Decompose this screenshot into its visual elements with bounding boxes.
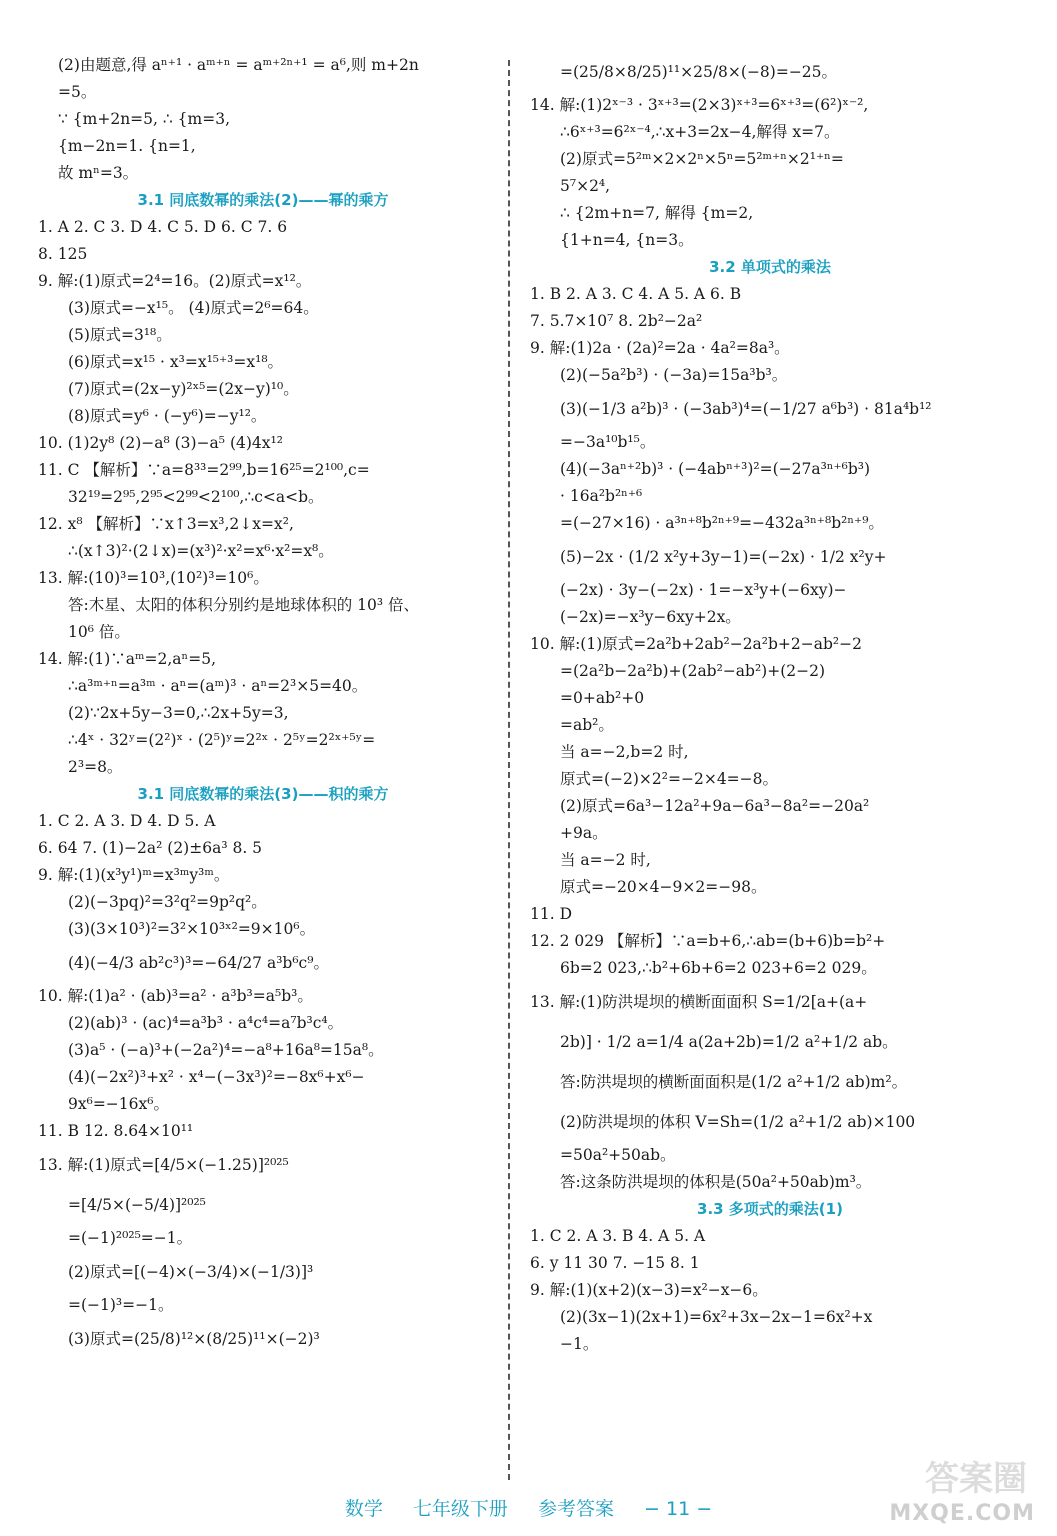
answer-line: 14. 解:(1)∵aᵐ=2,aⁿ=5, bbox=[38, 650, 217, 668]
answer-line: =(−1)²⁰²⁵=−1。 bbox=[68, 1229, 193, 1247]
answer-line: 6. y 11 30 7. −15 8. 1 bbox=[530, 1254, 700, 1272]
answer-line: 32¹⁹=2⁹⁵,2⁹⁵<2⁹⁹<2¹⁰⁰,∴c<a<b。 bbox=[68, 488, 324, 506]
answer-line: 答:防洪堤坝的横断面面积是(1/2 a²+1/2 ab)m²。 bbox=[560, 1073, 908, 1091]
answer-line: =(25/8×8/25)¹¹×25/8×(−8)=−25。 bbox=[560, 63, 838, 81]
answer-line: =(2a²b−2a²b)+(2ab²−ab²)+(2−2) bbox=[560, 662, 826, 680]
section-heading: 3.1 同底数幂的乘法(2)——幂的乘方 bbox=[137, 191, 389, 209]
answer-line: (2)(−3pq)²=3²q²=9p²q²。 bbox=[68, 893, 267, 911]
footer-page-number: − 11 − bbox=[644, 1498, 713, 1520]
answer-line: ∴ {2m+n=7, 解得 {m=2, bbox=[560, 204, 754, 222]
answer-line: 当 a=−2 时, bbox=[560, 851, 651, 869]
answer-line: =[4/5×(−5/4)]²⁰²⁵ bbox=[68, 1196, 206, 1214]
answer-line: =(−27×16) · a³ⁿ⁺⁸b²ⁿ⁺⁹=−432a³ⁿ⁺⁸b²ⁿ⁺⁹。 bbox=[560, 514, 884, 532]
answer-line: 13. 解:(10)³=10³,(10²)³=10⁶。 bbox=[38, 569, 269, 587]
answer-line: 13. 解:(1)防洪堤坝的横断面面积 S=1/2[a+(a+ bbox=[530, 993, 868, 1011]
answer-line: ∵ {m+2n=5, ∴ {m=3, bbox=[58, 110, 231, 128]
answer-line: (3)原式=−x¹⁵。 (4)原式=2⁶=64。 bbox=[68, 299, 319, 317]
answer-line: · 16a²b²ⁿ⁺⁶ bbox=[560, 487, 643, 505]
answer-line: (3)a⁵ · (−a)³+(−2a²)⁴=−a⁸+16a⁸=15a⁸。 bbox=[68, 1041, 384, 1059]
answer-line: =0+ab²+0 bbox=[560, 689, 645, 707]
answer-line: =−3a¹⁰b¹⁵。 bbox=[560, 433, 656, 451]
answer-line: (4)(−3aⁿ⁺²b)³ · (−4abⁿ⁺³)²=(−27a³ⁿ⁺⁶b³) bbox=[560, 460, 871, 478]
answer-line: 12. 2 029 【解析】∵a=b+6,∴ab=(b+6)b=b²+ bbox=[530, 932, 886, 950]
answer-line: ∴(x↑3)²·(2↓x)=(x³)²·x²=x⁶·x²=x⁸。 bbox=[68, 542, 334, 560]
answer-line: ∴6ˣ⁺³=6²ˣ⁻⁴,∴x+3=2x−4,解得 x=7。 bbox=[560, 123, 840, 141]
answer-line: =50a²+50ab。 bbox=[560, 1146, 676, 1164]
answer-line: =5。 bbox=[58, 83, 97, 101]
answer-line: 11. C 【解析】∵a=8³³=2⁹⁹,b=16²⁵=2¹⁰⁰,c= bbox=[38, 461, 370, 479]
watermark-site-text: MXQE.COM bbox=[889, 1501, 1035, 1526]
answer-line: (5)−2x · (1/2 x²y+3y−1)=(−2x) · 1/2 x²y+ bbox=[560, 548, 887, 566]
answer-line: 9. 解:(1)(x+2)(x−3)=x²−x−6。 bbox=[530, 1281, 768, 1299]
answer-line: 9x⁶=−16x⁶。 bbox=[68, 1095, 169, 1113]
answer-line: (6)原式=x¹⁵ · x³=x¹⁵⁺³=x¹⁸。 bbox=[68, 353, 284, 371]
answer-line: (−2x) · 3y−(−2x) · 1=−x³y+(−6xy)− bbox=[560, 581, 847, 599]
answer-line: (3)原式=(25/8)¹²×(8/25)¹¹×(−2)³ bbox=[68, 1330, 320, 1348]
answer-line: 原式=−20×4−9×2=−98。 bbox=[560, 878, 767, 896]
answer-line: (2)防洪堤坝的体积 V=Sh=(1/2 a²+1/2 ab)×100 bbox=[560, 1113, 916, 1131]
answer-line: 当 a=−2,b=2 时, bbox=[560, 743, 689, 761]
answer-line: 7. 5.7×10⁷ 8. 2b²−2a² bbox=[530, 312, 703, 330]
answer-line: 6. 64 7. (1)−2a² (2)±6a³ 8. 5 bbox=[38, 839, 263, 857]
section-heading: 3.3 多项式的乘法(1) bbox=[697, 1200, 843, 1218]
answer-line: (7)原式=(2x−y)²ˣ⁵=(2x−y)¹⁰。 bbox=[68, 380, 299, 398]
answer-line: −1。 bbox=[560, 1335, 599, 1353]
footer-subject: 数学 bbox=[344, 1498, 383, 1520]
answer-line: (4)(−2x²)³+x² · x⁴−(−3x³)²=−8x⁶+x⁶− bbox=[68, 1068, 365, 1086]
answer-line: 13. 解:(1)原式=[4/5×(−1.25)]²⁰²⁵ bbox=[38, 1156, 289, 1174]
answer-line: (3)(3×10³)²=3²×10³ˣ²=9×10⁶。 bbox=[68, 920, 316, 938]
answer-line: ∴4ˣ · 32ʸ=(2²)ˣ · (2⁵)ʸ=2²ˣ · 2⁵ʸ=2²ˣ⁺⁵ʸ= bbox=[68, 731, 376, 749]
answer-line: 14. 解:(1)2ˣ⁻³ · 3ˣ⁺³=(2×3)ˣ⁺³=6ˣ⁺³=(6²)ˣ⁻², bbox=[530, 96, 869, 114]
answer-line: 10. 解:(1)原式=2a²b+2ab²−2a²b+2−ab²−2 bbox=[530, 635, 862, 653]
answer-line: (5)原式=3¹⁸。 bbox=[68, 326, 172, 344]
answer-line: =(−1)³=−1。 bbox=[68, 1296, 174, 1314]
answer-line: (2)(−5a²b³) · (−3a)=15a³b³。 bbox=[560, 366, 788, 384]
answer-line: (2)原式=[(−4)×(−3/4)×(−1/3)]³ bbox=[68, 1263, 314, 1281]
footer-label: 参考答案 bbox=[537, 1498, 614, 1520]
answer-line: 10⁶ 倍。 bbox=[68, 623, 130, 641]
watermark-big-text: 答案圈 bbox=[925, 1459, 1027, 1499]
answer-line: 5⁷×2⁴, bbox=[560, 177, 611, 195]
answer-line: 2b)] · 1/2 a=1/4 a(2a+2b)=1/2 a²+1/2 ab。 bbox=[560, 1033, 898, 1051]
answer-line: 6b=2 023,∴b²+6b+6=2 023+6=2 029。 bbox=[560, 959, 877, 977]
answer-line: 8. 125 bbox=[38, 245, 88, 263]
right-column bbox=[530, 52, 1010, 1358]
answer-line: (2)(ab)³ · (ac)⁴=a³b³ · a⁴c⁴=a⁷b³c⁴。 bbox=[68, 1014, 344, 1032]
answer-line: (4)(−4/3 ab²c³)³=−64/27 a³b⁶c⁹。 bbox=[68, 954, 329, 972]
answer-line: 1. C 2. A 3. B 4. A 5. A bbox=[530, 1227, 706, 1245]
answer-line: (2)(3x−1)(2x+1)=6x²+3x−2x−1=6x²+x bbox=[560, 1308, 873, 1326]
answer-line: 1. A 2. C 3. D 4. C 5. D 6. C 7. 6 bbox=[38, 218, 288, 236]
answer-line: 10. 解:(1)a² · (ab)³=a² · a³b³=a⁵b³。 bbox=[38, 987, 313, 1005]
answer-line: ∴a³ᵐ⁺ⁿ=a³ᵐ · aⁿ=(aᵐ)³ · aⁿ=2³×5=40。 bbox=[68, 677, 368, 695]
answer-line: {m−2n=1. {n=1, bbox=[58, 137, 196, 155]
answer-line: (3)(−1/3 a²b)³ · (−3ab³)⁴=(−1/27 a⁶b³) · 81a⁴b¹² bbox=[560, 400, 932, 418]
answer-line: 答:木星、太阳的体积分别约是地球体积的 10³ 倍、 bbox=[68, 596, 420, 614]
answer-line: 1. C 2. A 3. D 4. D 5. A bbox=[38, 812, 216, 830]
answer-line: 10. (1)2y⁸ (2)−a⁸ (3)−a⁵ (4)4x¹² bbox=[38, 434, 283, 452]
answer-line: 9. 解:(1)(x³y¹)ᵐ=x³ᵐy³ᵐ。 bbox=[38, 866, 230, 884]
answer-line: {1+n=4, {n=3。 bbox=[560, 231, 694, 249]
answer-line: (2)由题意,得 aⁿ⁺¹ · aᵐ⁺ⁿ = aᵐ⁺²ⁿ⁺¹ = a⁶,则 m+2n bbox=[58, 56, 419, 74]
answer-line: 故 mⁿ=3。 bbox=[58, 164, 139, 182]
answer-line: 11. D bbox=[530, 905, 573, 923]
section-heading: 3.1 同底数幂的乘法(3)——积的乘方 bbox=[137, 785, 389, 803]
answer-line: (2)原式=6a³−12a²+9a−6a³−8a²=−20a² bbox=[560, 797, 870, 815]
answer-line: =ab²。 bbox=[560, 716, 614, 734]
answer-line: 答:这条防洪堤坝的体积是(50a²+50ab)m³。 bbox=[560, 1173, 872, 1191]
left-column bbox=[38, 52, 488, 1359]
answer-line: (2)原式=5²ᵐ×2×2ⁿ×5ⁿ=5²ᵐ⁺ⁿ×2¹⁺ⁿ= bbox=[560, 150, 844, 168]
answer-line: 1. B 2. A 3. C 4. A 5. A 6. B bbox=[530, 285, 742, 303]
answer-line: 原式=(−2)×2²=−2×4=−8。 bbox=[560, 770, 779, 788]
answer-line: 12. x⁸ 【解析】∵x↑3=x³,2↓x=x², bbox=[38, 515, 294, 533]
column-divider bbox=[508, 60, 510, 1480]
answer-line: +9a。 bbox=[560, 824, 608, 842]
answer-line: 9. 解:(1)原式=2⁴=16。(2)原式=x¹²。 bbox=[38, 272, 312, 290]
answer-line: 9. 解:(1)2a · (2a)²=2a · 4a²=8a³。 bbox=[530, 339, 790, 357]
answer-line: (2)∵2x+5y−3=0,∴2x+5y=3, bbox=[68, 704, 289, 722]
answer-line: (−2x)=−x³y−6xy+2x。 bbox=[560, 608, 741, 626]
answer-line: (8)原式=y⁶ · (−y⁶)=−y¹²。 bbox=[68, 407, 267, 425]
answer-line: 11. B 12. 8.64×10¹¹ bbox=[38, 1122, 194, 1140]
answer-line: 2³=8。 bbox=[68, 758, 123, 776]
footer-grade: 七年级下册 bbox=[412, 1498, 508, 1520]
section-heading: 3.2 单项式的乘法 bbox=[709, 258, 831, 276]
